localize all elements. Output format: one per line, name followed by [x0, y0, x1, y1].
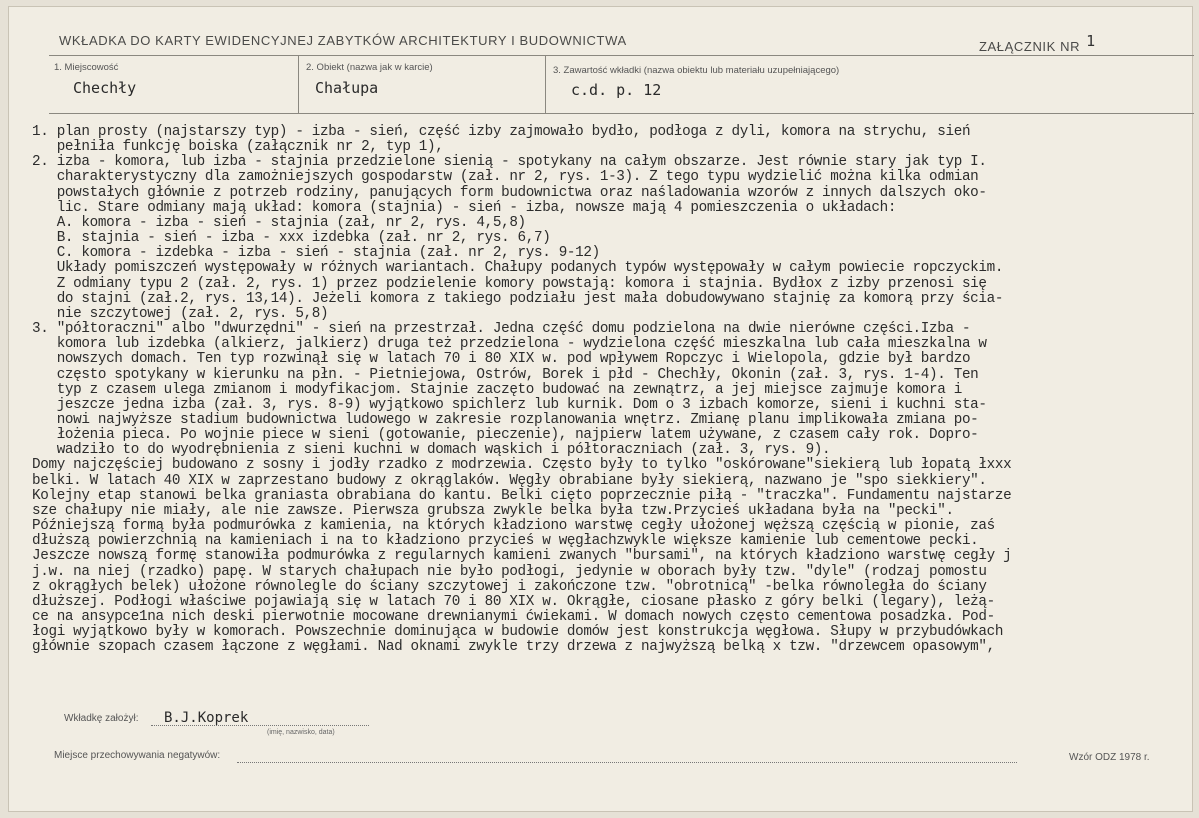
body-line: Układy pomiszczeń występowały w różnych wariantach. Chałupy podanych typów występowały w całym powiecie ropczyckim.	[56, 260, 1004, 277]
card-title: WKŁADKA DO KARTY EWIDENCYJNEJ ZABYTKÓW ARCHITEKTURY I BUDOWNICTWA	[59, 33, 627, 48]
body-line: głównie szopach czasem łączone z węgłami. Nad oknami zwykle trzy drzewa z najwyższą belką x tzw. "drzewcem opasowym",	[32, 639, 995, 656]
field-1-value: Chechły	[73, 79, 137, 97]
body-line: belki. W latach 40 XIX w zaprzestano budowy z okrąglaków. Węgły obrabiane były siekierą, nazwano je "spo siekkiery".	[32, 472, 987, 489]
annex-number: 1	[1086, 32, 1096, 50]
body-line: j.w. na niej (rzadko) papę. W starych chałupach nie było podłogi, jedynie w oborach były tzw. "dyle" (rodzaj pomostu	[32, 563, 987, 580]
field-3-value: c.d. p. 12	[571, 81, 662, 99]
body-line: dłuższej. Podłogi właściwe pojawiają się w latach 70 i 80 XIX w. Okrągłe, ciosane płasko z góry belki (legary), leżą-	[32, 593, 995, 610]
body-line: Późniejszą formą była podmurówka z kamienia, na których kładziono warstwę cegły ułożonej węższą częścią w pionie, zaś	[32, 518, 995, 535]
body-line: nowi najwyższe stadium budownictwa ludowego w zakresie rozplanowania wnętrz. Zmianę planu implikowała zmiana po-	[56, 411, 979, 428]
body-line: 3. "półtoraczni" albo "dwurzędni" - sień na przestrzał. Jedna część domu podzielona na dwie nierówne części.Izba -	[32, 321, 971, 338]
field-divider-1	[298, 55, 299, 113]
field-divider-2	[545, 55, 546, 113]
body-line: powstałych głównie z potrzeb rodziny, panujących form budownictwa oraz naśladowania wzorów z innych dalszych oko-	[56, 184, 987, 201]
body-line: ce na ansypce1na nich deski pierwotnie mocowane drewnianymi ćwiekami. W domach nowych często cementowa posadzka. Pod-	[32, 609, 995, 625]
annex-heading	[979, 32, 1096, 55]
author-hint: (imię, nazwisko, data)	[267, 729, 335, 736]
body-line: wadziło to do wyodrębnienia z sieni kuchni w domach wąskich i półtoraczniach (zał. 3, rys. 9).	[56, 442, 831, 459]
typewritten-body	[32, 125, 1192, 655]
body-line: do stajni (zał.2, rys. 13,14). Jeżeli komora z takiego podziału jest mała dobudowywano stajnię za komorą przy ścia-	[56, 290, 1004, 307]
storage-label: Miejsce przechowywania negatywów:	[54, 750, 221, 761]
body-line: typ z czasem ulega zmianom i modyfikacjom. Stajnie zaczęto budować na zewnątrz, a jej miejsce zajmuje komora i	[56, 381, 962, 398]
body-line: Z odmiany typu 2 (zał. 2, rys. 1) przez podzielenie komory powstają: komora i stajnia. Bydłox z izby przenosi się	[56, 275, 987, 292]
body-line: nie szczytowej (zał. 2, rys. 5,8)	[56, 305, 329, 322]
body-line: jeszcze jedna izba (zał. 3, rys. 8-9) wyjątkowo spichlerz lub kurnik. Dom o 3 izbach komorze, sieni i kuchni sta-	[56, 396, 987, 413]
body-line: nowszych domach. Ten typ rozwinął się w latach 70 i 80 XIX w. pod wpływem Ropczyc i Wielopola, gdzie był bardzo	[56, 351, 971, 368]
author-value: B.J.Koprek	[164, 710, 249, 726]
body-line: Domy najczęściej budowano z sosny i jodły rzadko z modrzewia. Często były to tylko "oskórowane"siekierą lub łopatą łxxx	[32, 457, 1012, 474]
body-line: często spotykany w kierunku na płn. - Pietniejowa, Ostrów, Borek i płd - Chechły, Okonin (zał. 3, rys. 1-4). Ten	[56, 366, 979, 383]
field-1-label: 1. Miejscowość	[54, 62, 119, 73]
body-line: charakterystyczny dla zamożniejszych gospodarstw (zał. nr 2, rys. 1-3). Z tego typu wydzielić można kilka odmian	[56, 169, 979, 186]
body-line: B. stajnia - sień - izba - xxx izdebka (zał. nr 2, rys. 6,7)	[56, 230, 551, 247]
form-model: Wzór ODZ 1978 r.	[1069, 752, 1150, 763]
body-line: Jeszcze nowszą formę stanowiła podmurówka z regularnych kamieni zwanych "bursami", na których kładziono warstwę cegły j	[32, 548, 1012, 565]
body-line: sze chałupy nie miały, ale nie zawsze. Pierwsza grubsza zwykle belka była tzw.Przycieś układana była na "pecki".	[32, 502, 954, 519]
body-line: łogi wyjątkowo były w komorach. Powszechnie dominująca w budowie domów jest konstrukcja węgłowa. Słupy w przybudówkach	[32, 624, 1004, 641]
body-line: pełniła funkcję boiska (załącznik nr 2, typ 1),	[56, 139, 444, 156]
body-line: komora lub izdebka (alkierz, jalkierz) druga też przedzielona - wydzielona część mieszkalna lub cała mieszkalna w	[56, 336, 987, 353]
body-line: 2. izba - komora, lub izba - stajnia przedzielone sienią - spotykany na całym obszarze. Jest równie stary jak typ I.	[32, 154, 987, 171]
body-line: A. komora - izba - sień - stajnia (zał, nr 2, rys. 4,5,8)	[56, 214, 526, 231]
body-line: C. komora - izdebka - izba - sień - stajnia (zał. nr 2, rys. 9-12)	[56, 245, 600, 262]
field-3-label: 3. Zawartość wkładki (nazwa obiektu lub materiału uzupełniającego)	[553, 65, 840, 76]
fields-rule	[49, 113, 1194, 114]
author-label: Wkładkę założył:	[64, 713, 139, 724]
body-line: Kolejny etap stanowi belka graniasta obrabiana do kantu. Belki cięto poprzecznie piłą - "traczka". Fundamentu najstarze	[32, 487, 1012, 504]
body-line: dłuższą powierzchnią na kamieniach i na to kładziono przycieś w węgłachzwykle większe kamienie lub cementowe pecki.	[32, 533, 979, 550]
body-line: lic. Stare odmiany mają układ: komora (stajnia) - sień - izba, nowsze mają 4 pomieszczenia o układach:	[56, 199, 897, 216]
header-rule	[49, 55, 1194, 56]
annex-label: ZAŁĄCZNIK NR	[979, 39, 1081, 54]
body-line: z okrągłych belek) ułożone równolegle do ściany szczytowej i zakończone tzw. "obrotnicą" -belka równoległa do ściany	[32, 578, 987, 595]
body-line: łożenia pieca. Po wojnie piece w sieni (gotowanie, pieczenie), najpierw latem używane, z czasem cały rok. Dopro-	[56, 427, 979, 444]
field-2-value: Chałupa	[315, 79, 379, 97]
storage-line	[237, 762, 1017, 763]
body-line: 1. plan prosty (najstarszy typ) - izba - sień, część izby zajmowało bydło, podłoga z dyli, komora na strychu, sień	[32, 124, 971, 140]
field-2-label: 2. Obiekt (nazwa jak w karcie)	[306, 62, 433, 73]
